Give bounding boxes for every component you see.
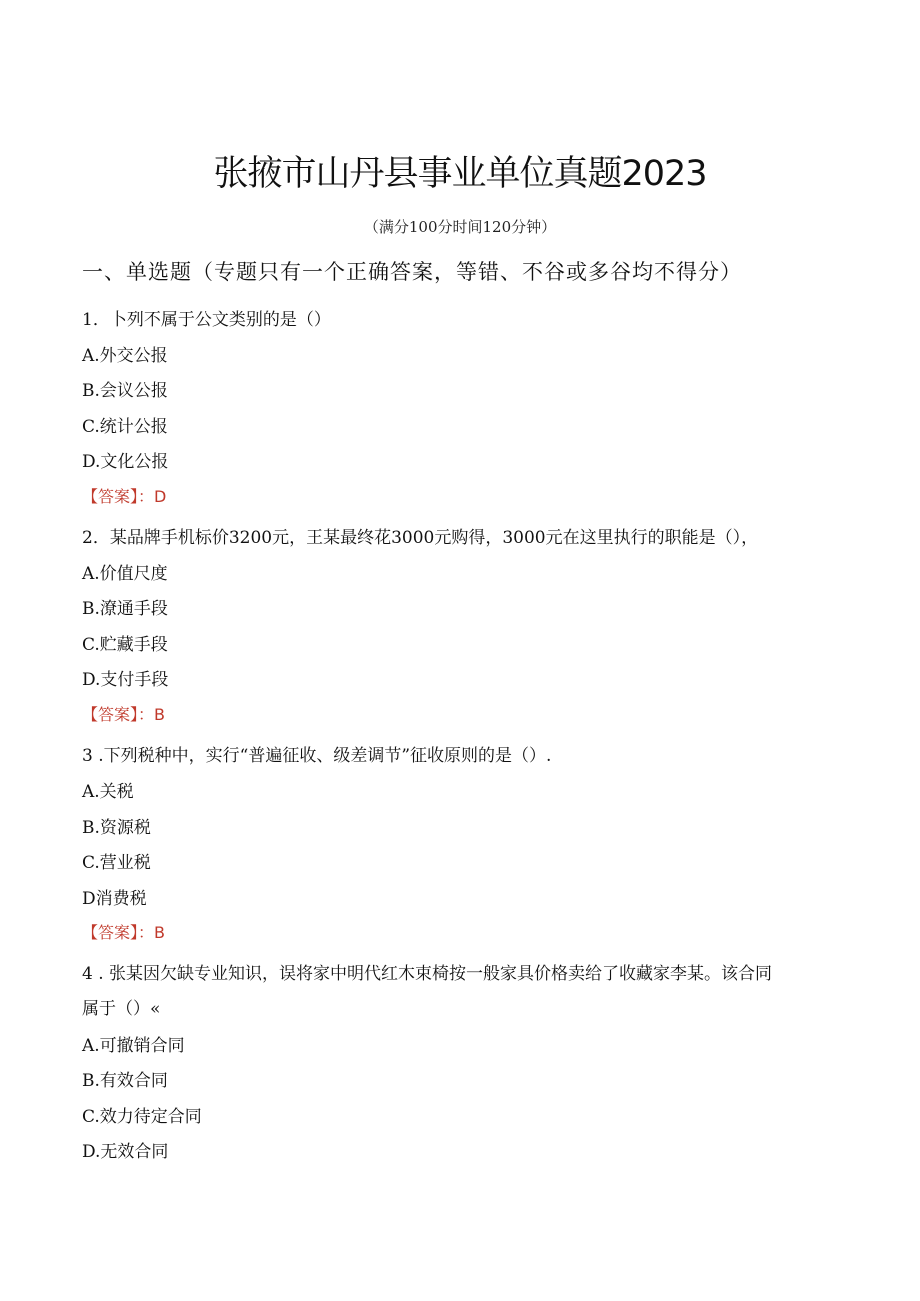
option-c: C.贮藏手段 — [82, 635, 168, 655]
question-stem: 3 .下列税种中，实行“普遍征收、级差调节”征收原则的是（）. — [82, 746, 552, 766]
question-stem: 1．卜列不属于公文类别的是（） — [82, 310, 331, 330]
page-title: 张掖市山丹县事业单位真题2023 — [213, 154, 707, 194]
section-heading: 一、单选题（专题只有一个正确答案，等错、不谷或多谷均不得分） — [82, 260, 742, 284]
option-c: C.效力待定合同 — [82, 1107, 202, 1127]
option-a: A.关税 — [82, 782, 134, 802]
option-a: A.价值尺度 — [82, 564, 168, 584]
option-d: D.无效合同 — [82, 1142, 169, 1162]
option-d: D消费税 — [82, 889, 147, 909]
page-subtitle: （满分100分时间120分钟） — [363, 218, 557, 236]
question-stem-continued: 属于（）« — [82, 999, 161, 1019]
option-c: C.统计公报 — [82, 417, 168, 437]
option-b: B.会议公报 — [82, 381, 168, 401]
option-b: B.潦通手段 — [82, 599, 168, 619]
question-stem: 2．某品牌手机标价3200元，王某最终花3000元购得，3000元在这里执行的职能是（）， — [82, 528, 759, 548]
option-b: B.资源税 — [82, 818, 151, 838]
option-a: A.可撤销合同 — [82, 1036, 185, 1056]
question-stem: 4 . 张某因欠缺专业知识，误将家中明代红木束椅按一般家具价格卖给了收藏家李某。该合同 — [82, 964, 773, 984]
answer-label: 【答案】：B — [82, 923, 165, 942]
option-c: C.营业税 — [82, 853, 151, 873]
option-d: D.支付手段 — [82, 670, 169, 690]
option-d: D.文化公报 — [82, 452, 169, 472]
option-b: B.有效合同 — [82, 1071, 168, 1091]
option-a: A.外交公报 — [82, 346, 168, 366]
answer-label: 【答案】：D — [82, 487, 167, 506]
answer-label: 【答案】：B — [82, 705, 165, 724]
